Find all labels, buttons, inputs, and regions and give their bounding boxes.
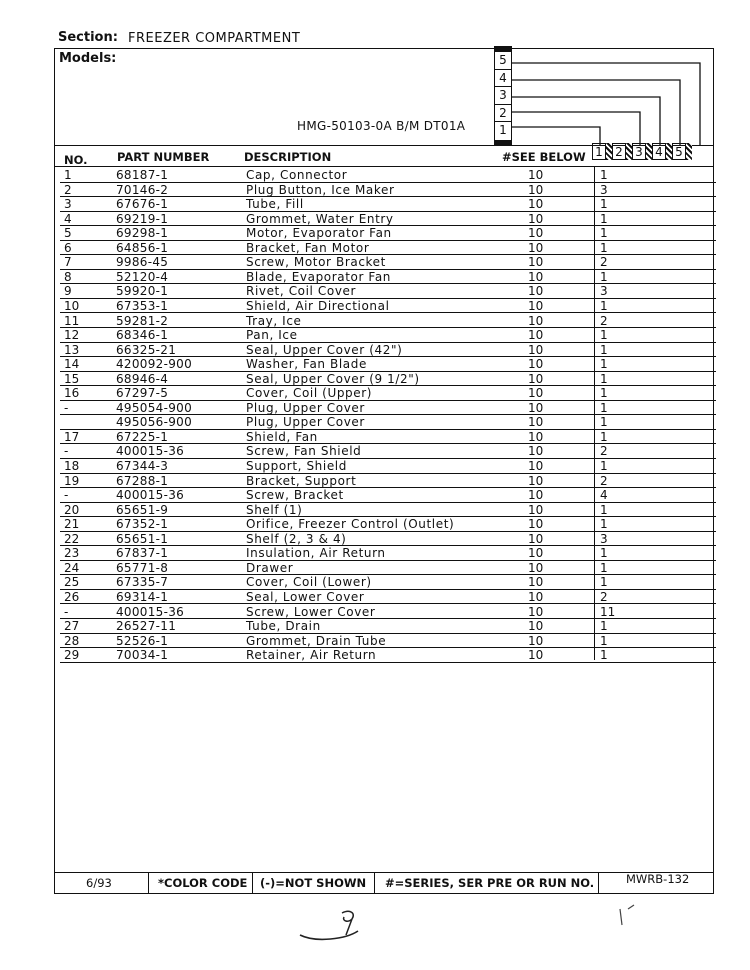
table-row [54,474,716,489]
model-number: 5 [495,52,511,70]
part-number: 52526-1 [116,633,169,648]
quantity: 1 [600,415,608,430]
row-number: 18 [64,459,80,473]
column-number-boxes [592,143,692,161]
part-number: 67837-1 [116,546,169,561]
part-number: 69314-1 [116,589,169,604]
table-row [54,386,716,401]
footer-rule [54,872,714,873]
part-number: 400015-36 [116,488,185,503]
quantity: 1 [600,240,608,255]
quantity: 1 [600,575,608,590]
table-row [54,532,716,547]
quantity: 2 [600,313,608,328]
quantity: 1 [600,342,608,357]
row-number: 13 [64,342,80,357]
see-below-value: 10 [528,633,544,648]
see-below-value: 10 [528,604,544,619]
part-number: 70146-2 [116,182,169,197]
part-number: 68346-1 [116,328,169,343]
table-row [54,634,716,649]
header-see-below: #SEE BELOW [502,150,586,164]
row-number: 8 [64,269,72,284]
see-below-value: 10 [528,415,544,430]
quantity: 1 [600,400,608,415]
part-number: 52120-4 [116,269,169,284]
footer-series-note: #=SERIES, SER PRE OR RUN NO. [385,876,595,890]
table-row [54,619,716,634]
part-description: Retainer, Air Return [246,648,377,663]
see-below-value: 10 [528,589,544,604]
row-number: 1 [64,168,72,182]
quantity: 1 [600,211,608,226]
see-below-value: 10 [528,648,544,663]
models-label: Models: [59,51,117,66]
part-description: Seal, Upper Cover (42") [246,342,403,357]
column-number: 4 [652,143,666,160]
part-number: 65771-8 [116,560,169,575]
part-number: 68187-1 [116,168,169,182]
row-number: 15 [64,371,80,386]
quantity: 2 [600,589,608,604]
part-description: Pan, Ice [246,328,298,343]
footer-separator [598,872,599,894]
table-row [54,648,716,663]
quantity: 1 [600,633,608,648]
quantity: 2 [600,444,608,459]
part-description: Cover, Coil (Lower) [246,575,372,590]
part-description: Shield, Fan [246,429,318,444]
quantity: 3 [600,182,608,197]
table-row [54,415,716,430]
see-below-value: 10 [528,459,544,473]
part-description: Tube, Drain [246,619,321,634]
table-row [54,444,716,459]
table-row [54,517,716,532]
see-below-value: 10 [528,342,544,357]
part-number: 67344-3 [116,459,169,473]
part-description: Plug, Upper Cover [246,400,365,415]
part-number: 67353-1 [116,298,169,313]
quantity: 1 [600,560,608,575]
see-below-value: 10 [528,357,544,372]
quantity: 1 [600,386,608,401]
part-number: 9986-45 [116,255,169,270]
see-below-value: 10 [528,269,544,284]
row-number: 17 [64,429,80,444]
quantity: 3 [600,284,608,299]
row-number: - [64,400,69,415]
see-below-value: 10 [528,182,544,197]
see-below-value: 10 [528,488,544,503]
quantity: 1 [600,429,608,444]
see-below-value: 10 [528,371,544,386]
part-description: Cover, Coil (Upper) [246,386,373,401]
part-number: 67225-1 [116,429,169,444]
part-number: 65651-1 [116,531,169,546]
see-below-value: 10 [528,211,544,226]
part-number: 67297-5 [116,386,169,401]
row-number: 6 [64,240,72,255]
table-row [54,488,716,503]
footer-separator [252,872,253,894]
part-description: Shelf (1) [246,502,303,517]
column-number: 3 [632,143,646,160]
row-number: 27 [64,619,80,634]
quantity: 1 [600,459,608,473]
part-number: 495054-900 [116,400,193,415]
part-number: 67288-1 [116,473,169,488]
header-rule [54,166,714,167]
table-row [54,314,716,329]
quantity: 1 [600,226,608,241]
row-number: 19 [64,473,80,488]
table-row [54,168,716,183]
row-number: 4 [64,211,72,226]
quantity: 1 [600,357,608,372]
part-number: 65651-9 [116,502,169,517]
see-below-value: 10 [528,517,544,532]
part-number: 67352-1 [116,517,169,532]
part-description: Washer, Fan Blade [246,357,367,372]
table-row [54,503,716,518]
part-description: Bracket, Support [246,473,357,488]
table-row [54,241,716,256]
part-number: 420092-900 [116,357,193,372]
table-row [54,255,716,270]
header-description: DESCRIPTION [244,150,332,164]
footer-doc-id: MWRB-132 [626,872,690,886]
part-description: Cap, Connector [246,168,348,182]
part-description: Orifice, Freezer Control (Outlet) [246,517,455,532]
table-row [54,328,716,343]
quantity: 1 [600,517,608,532]
see-below-value: 10 [528,575,544,590]
column-number: 5 [672,143,686,160]
see-below-value: 10 [528,328,544,343]
see-below-value: 10 [528,531,544,546]
row-number: 29 [64,648,80,663]
see-below-value: 10 [528,298,544,313]
part-number: 66325-21 [116,342,177,357]
see-below-value: 10 [528,313,544,328]
row-number: - [64,604,69,619]
see-below-value: 10 [528,502,544,517]
footer-not-shown: (-)=NOT SHOWN [260,876,367,890]
section-value: FREEZER COMPARTMENT [128,31,301,46]
header-part-number: PART NUMBER [117,150,210,164]
part-description: Drawer [246,560,294,575]
see-below-value: 10 [528,197,544,212]
see-below-value: 10 [528,168,544,182]
part-number: 67335-7 [116,575,169,590]
table-row [54,212,716,227]
part-number: 69298-1 [116,226,169,241]
part-description: Plug, Upper Cover [246,415,365,430]
row-number: 26 [64,589,80,604]
table-row [54,459,716,474]
see-below-value: 10 [528,284,544,299]
table-row [54,226,716,241]
part-description: Seal, Lower Cover [246,589,365,604]
model-number: 2 [495,105,511,123]
row-number: 28 [64,633,80,648]
row-number: 20 [64,502,80,517]
see-below-value: 10 [528,560,544,575]
see-below-value: 10 [528,226,544,241]
part-description: Plug Button, Ice Maker [246,182,395,197]
see-below-value: 10 [528,473,544,488]
quantity: 4 [600,488,608,503]
table-row [54,357,716,372]
row-number: 2 [64,182,72,197]
quantity: 1 [600,328,608,343]
section-label: Section: [58,30,118,45]
table-row [54,183,716,198]
see-below-value: 10 [528,619,544,634]
part-description: Tray, Ice [246,313,302,328]
table-row [54,401,716,416]
part-number: 70034-1 [116,648,169,663]
table-row [54,430,716,445]
part-description: Support, Shield [246,459,347,473]
table-row [54,605,716,620]
model-number: 4 [495,70,511,88]
part-description: Shelf (2, 3 & 4) [246,531,347,546]
part-description: Blade, Evaporator Fan [246,269,391,284]
table-row [54,343,716,358]
quantity: 1 [600,168,608,182]
column-number: 1 [592,143,606,160]
part-number: 69219-1 [116,211,169,226]
see-below-value: 10 [528,429,544,444]
quantity: 1 [600,648,608,663]
quantity: 1 [600,371,608,386]
column-line [594,166,595,660]
quantity: 1 [600,197,608,212]
row-number: 14 [64,357,80,372]
row-number: 5 [64,226,72,241]
see-below-value: 10 [528,240,544,255]
row-number: 23 [64,546,80,561]
part-description: Screw, Motor Bracket [246,255,386,270]
see-below-value: 10 [528,386,544,401]
part-description: Screw, Lower Cover [246,604,376,619]
quantity: 11 [600,604,616,619]
part-description: Grommet, Water Entry [246,211,394,226]
part-description: Insulation, Air Return [246,546,386,561]
table-row [54,561,716,576]
row-number: 10 [64,298,80,313]
part-number: 400015-36 [116,604,185,619]
part-number: 59920-1 [116,284,169,299]
quantity: 2 [600,255,608,270]
quantity: 1 [600,269,608,284]
row-number: 25 [64,575,80,590]
table-row [54,590,716,605]
row-number: 11 [64,313,80,328]
model-number: 1 [499,123,507,138]
part-description: Rivet, Coil Cover [246,284,357,299]
quantity: 1 [600,619,608,634]
part-number: 495056-900 [116,415,193,430]
row-number: 12 [64,328,80,343]
row-number: - [64,444,69,459]
table-row [54,372,716,387]
footer-separator [148,872,149,894]
table-row [54,197,716,212]
part-description: Screw, Fan Shield [246,444,362,459]
part-number: 26527-11 [116,619,177,634]
see-below-value: 10 [528,444,544,459]
see-below-value: 10 [528,255,544,270]
part-description: Screw, Bracket [246,488,344,503]
part-description: Motor, Evaporator Fan [246,226,392,241]
table-row [54,299,716,314]
part-number: 67676-1 [116,197,169,212]
footer-separator [374,872,375,894]
table-row [54,284,716,299]
row-number: 24 [64,560,80,575]
row-number: 22 [64,531,80,546]
part-number: 400015-36 [116,444,185,459]
part-number: 59281-2 [116,313,169,328]
part-number: 68946-4 [116,371,169,386]
row-number: - [64,488,69,503]
part-description: Bracket, Fan Motor [246,240,370,255]
header-no: NO. [64,153,88,167]
row-number: 9 [64,284,72,299]
part-description: Tube, Fill [246,197,304,212]
column-number: 2 [612,143,626,160]
handwritten-mark [614,903,644,933]
hatch-mark [686,143,692,160]
footer-date: 6/93 [86,876,112,890]
see-below-value: 10 [528,546,544,561]
row-rule [60,662,716,663]
model-number: 3 [495,87,511,105]
row-number: 7 [64,255,72,270]
part-description: Seal, Upper Cover (9 1/2") [246,371,420,386]
table-row [54,270,716,285]
table-row [54,546,716,561]
part-number: 64856-1 [116,240,169,255]
table-row [54,575,716,590]
see-below-value: 10 [528,400,544,415]
row-number: 21 [64,517,80,532]
footer-color-code: *COLOR CODE [158,876,248,890]
part-description: Grommet, Drain Tube [246,633,387,648]
model-name: HMG-50103-0A B/M DT01A [297,119,466,133]
row-number: 16 [64,386,80,401]
quantity: 2 [600,473,608,488]
quantity: 3 [600,531,608,546]
quantity: 1 [600,298,608,313]
quantity: 1 [600,502,608,517]
handwritten-mark [296,905,376,945]
row-number: 3 [64,197,72,212]
part-description: Shield, Air Directional [246,298,390,313]
quantity: 1 [600,546,608,561]
